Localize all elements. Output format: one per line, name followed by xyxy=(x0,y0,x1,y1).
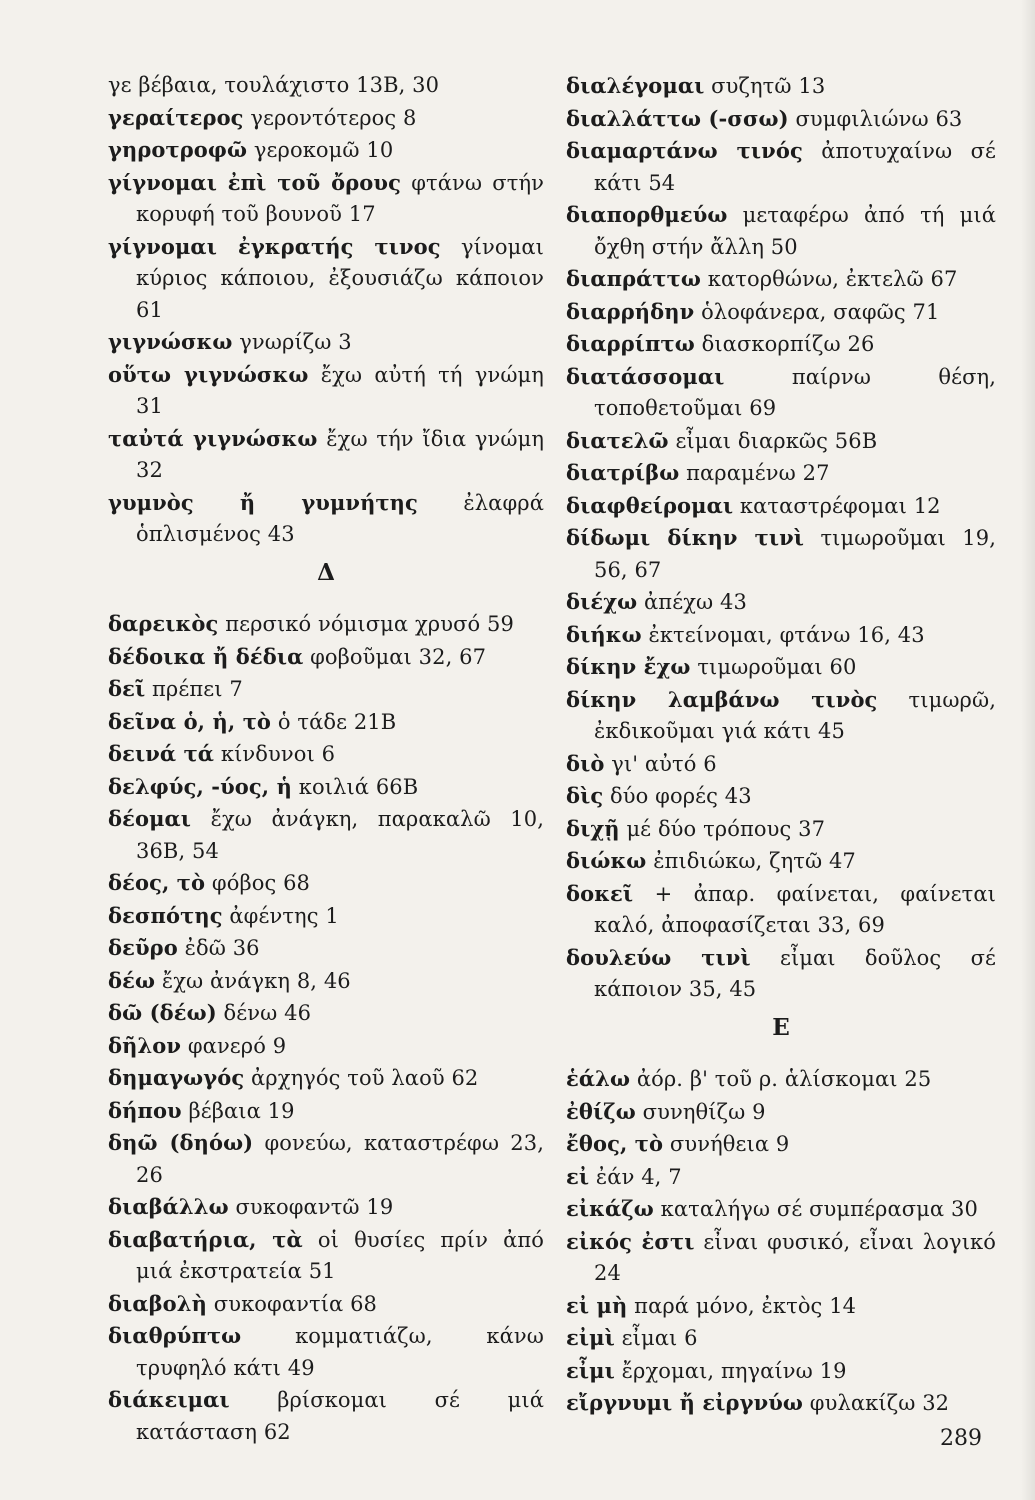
entry-definition: εἶμαι 6 xyxy=(621,1326,698,1350)
entry-headword: εἰκός ἐστι xyxy=(566,1228,695,1254)
dictionary-entry xyxy=(108,738,544,771)
entry-definition: εἶμαι δοῦλος σέ κάποιον 35, 45 xyxy=(594,945,996,1001)
dictionary-entry xyxy=(566,425,996,458)
entry-definition: καταλήγω σέ συμπέρασμα 30 xyxy=(660,1197,978,1221)
dictionary-entry xyxy=(566,103,996,136)
dictionary-entry xyxy=(108,1320,544,1384)
dictionary-entry xyxy=(108,641,544,674)
dictionary-entry xyxy=(566,1193,996,1226)
entry-headword: δεῦρο xyxy=(108,935,178,960)
dictionary-entry xyxy=(108,102,544,135)
entry-definition: ἔχω ἀνάγκη 8, 46 xyxy=(161,968,351,993)
dictionary-entry xyxy=(566,199,996,263)
dictionary-entry xyxy=(108,965,544,998)
entry-headword: δέδοικα ἤ δέδια xyxy=(108,643,304,669)
entry-headword: οὕτω γιγνώσκω xyxy=(108,361,309,387)
entry-definition: μέ δύο τρόπους 37 xyxy=(626,816,826,841)
entry-definition: φοβοῦμαι 32, 67 xyxy=(310,644,487,669)
entry-headword: εἰμὶ xyxy=(566,1325,615,1350)
entry-headword: διαθρύπτω xyxy=(108,1323,242,1348)
dictionary-entry xyxy=(108,900,544,933)
entry-headword: δελφύς, -ύος, ἡ xyxy=(108,773,292,799)
dictionary-entry xyxy=(566,619,996,652)
entry-headword: δίδωμι δίκην τινὶ xyxy=(566,525,805,550)
dictionary-entry xyxy=(108,231,544,327)
entry-headword: εἰ xyxy=(566,1163,590,1189)
entry-headword: διαβολὴ xyxy=(108,1290,207,1316)
entry-headword: διέχω xyxy=(566,589,638,614)
dictionary-entry xyxy=(566,1387,996,1420)
dictionary-entry xyxy=(566,490,996,523)
entry-headword: δέος, τὸ xyxy=(108,870,206,895)
dictionary-entry xyxy=(566,522,996,586)
entry-definition: φτάνω στήν κορυφή τοῦ βουνοῦ 17 xyxy=(136,170,544,226)
entry-definition: συνήθεια 9 xyxy=(669,1132,790,1156)
dictionary-entry xyxy=(566,748,996,781)
entry-definition: ἀποτυχαίνω σέ κάτι 54 xyxy=(594,139,996,195)
entry-headword: ἔθος, τὸ xyxy=(566,1131,664,1156)
dictionary-entry xyxy=(566,1063,996,1096)
entry-definition: ἐπιδιώκω, ζητῶ 47 xyxy=(653,849,856,873)
entry-headword: γεραίτερος xyxy=(108,104,244,130)
entry-headword: εἰ μὴ xyxy=(566,1292,628,1318)
entry-definition: ἐκτείνομαι, φτάνω 16, 43 xyxy=(648,622,925,647)
entry-headword: γιγνώσκω xyxy=(108,329,233,354)
entry-definition: συκοφαντία 68 xyxy=(213,1291,378,1316)
page-edge-shadow xyxy=(1021,0,1035,1500)
entry-definition: κομματιάζω, κάνω τρυφηλό κάτι 49 xyxy=(136,1324,544,1380)
entry-definition: ὁ τάδε 21Β xyxy=(277,709,397,734)
dictionary-entry xyxy=(108,706,544,739)
entry-headword: δέω xyxy=(108,967,156,993)
entry-definition: γίνομαι κύριος κάποιου, ἐξουσιάζω κάποιον 61 xyxy=(136,234,544,322)
entry-headword: διαπορθμεύω xyxy=(566,202,728,227)
dictionary-entry xyxy=(108,932,544,965)
dictionary-entry xyxy=(108,673,544,706)
dictionary-entry xyxy=(108,423,544,487)
entry-definition: φανερό 9 xyxy=(187,1033,287,1058)
entry-headword: δηῶ (δηόω) xyxy=(108,1130,254,1155)
dictionary-entry xyxy=(108,803,544,867)
entry-definition: κοιλιά 66Β xyxy=(298,774,419,799)
dictionary-entry xyxy=(566,684,996,748)
entry-headword: ταὐτά γιγνώσκω xyxy=(108,425,318,451)
dictionary-entry xyxy=(566,845,996,878)
entry-headword: ἑάλω xyxy=(566,1066,631,1091)
entry-headword: γίγνομαι ἐπὶ τοῦ ὄρους xyxy=(108,169,401,195)
entry-headword: διαρρήδην xyxy=(566,298,695,324)
dictionary-entry xyxy=(108,134,544,167)
entry-definition: τιμωροῦμαι 19, 56, 67 xyxy=(594,526,996,582)
dictionary-entry xyxy=(566,1096,996,1129)
entry-headword: διώκω xyxy=(566,848,647,873)
entry-headword: εἶμι xyxy=(566,1357,615,1383)
entry-definition: δένω 46 xyxy=(223,1001,312,1025)
dictionary-entry xyxy=(566,457,996,490)
entry-definition: εἶναι φυσικό, εἶναι λογικό 24 xyxy=(594,1229,996,1285)
entry-definition: συκοφαντῶ 19 xyxy=(235,1195,394,1219)
entry-headword: διήκω xyxy=(566,621,642,647)
entry-definition: ἔχω τήν ἴδια γνώμη 32 xyxy=(136,426,544,482)
entry-definition: γι' αὐτό 6 xyxy=(611,751,717,776)
entry-definition: ἀόρ. β' τοῦ ρ. ἁλίσκομαι 25 xyxy=(636,1067,932,1091)
entry-definition: βρίσκομαι σέ μιά κατάσταση 62 xyxy=(136,1388,544,1444)
dictionary-entry xyxy=(566,1128,996,1161)
entry-headword: γηροτροφῶ xyxy=(108,137,248,162)
entry-definition: φυλακίζω 32 xyxy=(809,1391,950,1415)
entry-definition: βέβαια 19 xyxy=(188,1098,295,1123)
entry-definition: παρά μόνο, ἐκτὸς 14 xyxy=(634,1293,857,1318)
dictionary-entry xyxy=(108,1384,544,1448)
entry-definition: ἐδῶ 36 xyxy=(184,936,260,960)
dictionary-entry xyxy=(108,867,544,900)
entry-definition: + ἀπαρ. φαίνεται, φαίνεται καλό, ἀποφασίζεται 33, 69 xyxy=(594,881,996,937)
entry-definition: συμφιλιώνω 63 xyxy=(795,106,963,131)
dictionary-entry xyxy=(566,1290,996,1323)
dictionary-entry xyxy=(566,1322,996,1355)
entry-headword: δῶ (δέω) xyxy=(108,1000,217,1025)
section-letter-heading: Ε xyxy=(772,1013,790,1041)
entry-headword: διατρίβω xyxy=(566,460,680,485)
dictionary-entry xyxy=(108,1191,544,1224)
dictionary-entry xyxy=(566,135,996,199)
dictionary-entry xyxy=(566,942,996,1006)
entry-definition: φονεύω, καταστρέφω 23, 26 xyxy=(136,1131,544,1187)
dictionary-entry xyxy=(108,1224,544,1288)
entry-definition: ἐλαφρά ὁπλισμένος 43 xyxy=(136,490,544,546)
entry-headword: διαβάλλω xyxy=(108,1194,229,1219)
entry-headword: γίγνομαι ἐγκρατής τινος xyxy=(108,233,441,259)
entry-headword: δουλεύω τινὶ xyxy=(566,944,751,970)
entry-headword: δεσπότης xyxy=(108,902,223,928)
entry-definition: περσικό νόμισμα χρυσό 59 xyxy=(225,612,514,636)
entry-headword: διὸ xyxy=(566,750,605,776)
dictionary-entry xyxy=(566,1355,996,1388)
entry-definition: μεταφέρω ἀπό τή μιά ὄχθη στήν ἄλλη 50 xyxy=(594,203,996,259)
dictionary-entry xyxy=(108,359,544,423)
dictionary-entry xyxy=(108,1095,544,1128)
dictionary-entry xyxy=(566,1161,996,1194)
entry-definition: κατορθώνω, ἐκτελῶ 67 xyxy=(707,267,958,291)
entry-definition: παίρνω θέση, τοποθετοῦμαι 69 xyxy=(594,364,996,420)
entry-definition: συνηθίζω 9 xyxy=(642,1099,766,1124)
entry-headword: εἴργνυμι ἤ εἰργνύω xyxy=(566,1390,804,1415)
entry-definition: γνωρίζω 3 xyxy=(239,330,352,354)
entry-headword: διατάσσομαι xyxy=(566,363,725,389)
dictionary-entry xyxy=(566,328,996,361)
entry-definition: τουλάχιστο 13Β, 30 xyxy=(224,73,440,97)
dictionary-entry xyxy=(566,878,996,942)
dictionary-entry xyxy=(108,326,544,359)
left-column xyxy=(108,70,544,1448)
entry-definition: δύο φορές 43 xyxy=(610,784,752,808)
dictionary-entry xyxy=(566,296,996,329)
entry-headword: δῆλον xyxy=(108,1032,182,1058)
entry-headword: διαλέγομαι xyxy=(566,73,705,98)
entry-headword: δημαγωγός xyxy=(108,1065,245,1090)
entry-definition: ἐάν 4, 7 xyxy=(595,1164,682,1189)
entry-headword: δαρεικὸς xyxy=(108,611,219,636)
entry-definition: παραμένω 27 xyxy=(686,461,830,485)
entry-definition: τιμωρῶ, ἐκδικοῦμαι γιά κάτι 45 xyxy=(594,687,996,743)
entry-headword: ἐθίζω xyxy=(566,1098,636,1124)
entry-definition: ἀρχηγός τοῦ λαοῦ 62 xyxy=(251,1066,479,1090)
entry-headword: δίκην ἔχω xyxy=(566,654,691,679)
entry-definition: ἔχω ἀνάγκη, παρακαλῶ 10, 36Β, 54 xyxy=(136,807,544,863)
entry-definition: κίνδυνοι 6 xyxy=(220,742,336,766)
entry-definition: φόβος 68 xyxy=(211,871,311,895)
entry-headword: δέομαι xyxy=(108,806,192,831)
entry-definition: τιμωροῦμαι 60 xyxy=(697,655,857,679)
entry-headword: διχῇ xyxy=(566,815,620,841)
dictionary-entry xyxy=(108,70,544,102)
section-letter-heading: Δ xyxy=(317,558,335,586)
entry-headword: διαλλάττω (-σσω) xyxy=(566,105,789,131)
entry-headword: διάκειμαι xyxy=(108,1387,230,1412)
entry-definition: εἶμαι διαρκῶς 56Β xyxy=(675,428,878,453)
entry-definition: συζητῶ 13 xyxy=(711,74,826,98)
entry-definition: ἀπέχω 43 xyxy=(644,590,747,614)
dictionary-entry xyxy=(566,1226,996,1290)
page-number: 289 xyxy=(940,1426,982,1451)
entry-definition: ὁλοφάνερα, σαφῶς 71 xyxy=(701,299,940,324)
entry-definition: γεροκομῶ 10 xyxy=(253,138,394,162)
dictionary-entry xyxy=(108,997,544,1030)
dictionary-entry xyxy=(108,1062,544,1095)
entry-headword: διαμαρτάνω τινός xyxy=(566,138,803,163)
entry-headword: δήπου xyxy=(108,1097,182,1123)
entry-definition: διασκορπίζω 26 xyxy=(701,332,875,356)
entry-headword: γυμνὸς ἤ γυμνήτης xyxy=(108,489,418,515)
entry-headword: διαρρίπτω xyxy=(566,331,695,356)
entry-definition: ἔρχομαι, πηγαίνω 19 xyxy=(621,1358,847,1383)
dictionary-entry xyxy=(108,608,544,641)
dictionary-entry xyxy=(566,651,996,684)
dictionary-entry xyxy=(566,586,996,619)
entry-headword: δεῖνα ὁ, ἡ, τὸ xyxy=(108,708,272,734)
entry-headword: γε βέβαια, xyxy=(108,73,218,97)
entry-headword: δοκεῖ xyxy=(566,880,634,906)
entry-headword: δεῖ xyxy=(108,676,146,701)
dictionary-entry xyxy=(566,70,996,103)
dictionary-entry xyxy=(108,1127,544,1191)
entry-headword: δὶς xyxy=(566,783,604,808)
dictionary-entry xyxy=(108,771,544,804)
entry-headword: διαφθείρομαι xyxy=(566,492,734,518)
dictionary-entry xyxy=(566,780,996,813)
dictionary-entry xyxy=(566,813,996,846)
entry-definition: ἔχω αὐτή τή γνώμη 31 xyxy=(136,362,544,418)
entry-definition: πρέπει 7 xyxy=(152,677,243,701)
dictionary-entry xyxy=(108,1030,544,1063)
entry-headword: δίκην λαμβάνω τινὸς xyxy=(566,686,878,712)
entry-definition: οἱ θυσίες πρίν ἀπό μιά ἐκστρατεία 51 xyxy=(136,1227,545,1283)
entry-definition: ἀφέντης 1 xyxy=(229,903,339,928)
dictionary-entry xyxy=(108,167,544,231)
dictionary-entry xyxy=(108,1288,544,1321)
entry-definition: γεροντότερος 8 xyxy=(250,105,417,130)
dictionary-entry xyxy=(566,263,996,296)
dictionary-entry xyxy=(566,361,996,425)
entry-headword: διαβατήρια, τὰ xyxy=(108,1226,303,1252)
entry-definition: καταστρέφομαι 12 xyxy=(739,493,941,518)
entry-headword: εἰκάζω xyxy=(566,1196,654,1221)
right-column xyxy=(566,70,996,1420)
entry-headword: διαπράττω xyxy=(566,266,701,291)
entry-headword: διατελῶ xyxy=(566,427,669,453)
entry-headword: δεινά τά xyxy=(108,741,215,766)
dictionary-entry xyxy=(108,487,544,551)
